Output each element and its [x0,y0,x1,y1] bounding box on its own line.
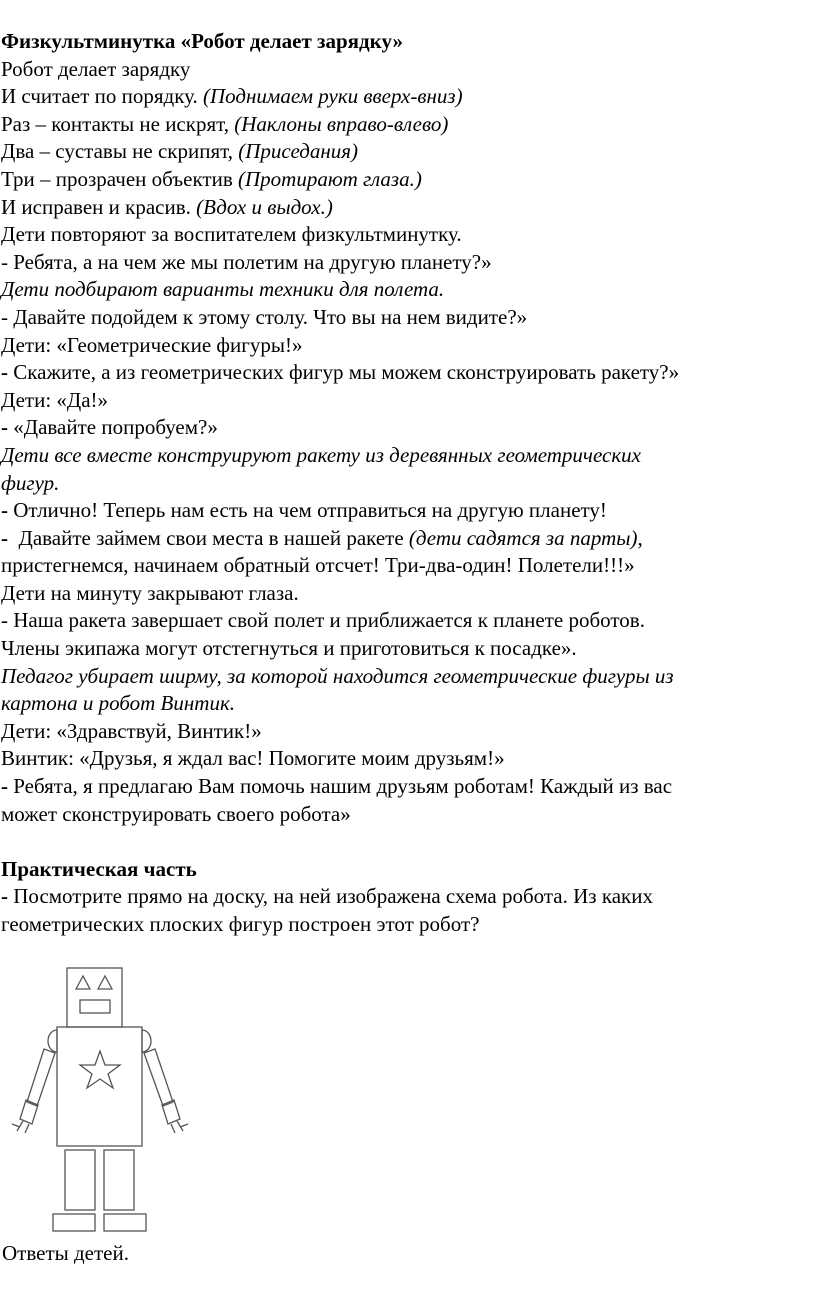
dialog-line: Дети повторяют за воспитателем физкультминутку. [1,222,462,247]
robot-shoulder-right [142,1030,151,1052]
dash: - [1,498,8,523]
robot-scheme [0,964,220,1240]
question-line: геометрических плоских фигур построен этот робот? [1,912,480,936]
verse-note: (Поднимаем руки вверх-вниз) [203,84,463,109]
verse-line-4 [0,138,812,166]
robot-body [57,1027,142,1146]
document-title: Физкультминутка «Робот делает зарядку» [1,29,403,53]
robot-hand-left [20,1100,38,1124]
dialog-line: - Ребята, а на чем же мы полетим на другую планету?» [1,249,492,274]
dialog-text: Ребята, я предлагаю Вам помочь нашим друзьям роботам! Каждый из вас [8,774,673,799]
robot-drawing [0,964,220,1240]
robot-finger [171,1124,175,1133]
stage-direction: Педагог убирает ширму, за которой находится геометрические фигуры из [1,663,674,688]
dash: - [1,415,8,440]
answers-text: Ответы детей. [2,1241,129,1265]
verse-line-3 [0,111,812,139]
dialog-text: Отлично! Теперь нам есть на чем отправиться на другую планету! [8,498,607,523]
dialog-line: может сконструировать своего робота» [1,801,351,826]
dialog-text: , [637,525,643,550]
robot-head [67,968,122,1027]
dialog-line: Винтик: «Друзья, я ждал вас! Помогите моим друзьям!» [1,746,505,771]
verse-text: Три – прозрачен объектив [1,166,238,191]
dash: - [1,360,8,385]
dialog-text: Давайте займем свои места в нашей ракете [8,525,409,550]
verse-line-1 [0,56,812,84]
verse-line-2 [0,83,812,111]
verse-note: (Вдох и выдох.) [196,194,333,219]
robot-arm-left [27,1049,55,1106]
stage-direction: фигур. [1,470,60,495]
dialog-line: Дети: «Да!» [1,387,109,412]
robot-mouth [80,1000,110,1013]
robot-leg-right [104,1150,134,1210]
robot-finger [25,1124,29,1133]
dialog-line [0,359,812,387]
verse-line-6 [0,194,812,222]
stage-direction: Дети подбирают варианты техники для полета. [1,277,445,302]
question-text: Посмотрите прямо на доску, на ней изображена схема робота. Из каких [8,884,653,909]
robot-leg-left [65,1150,95,1210]
robot-finger [180,1124,188,1127]
stage-direction: картона и робот Винтик. [1,691,236,716]
verse-note: (Наклоны вправо-влево) [234,111,449,136]
verse-note: (Протирают глаза.) [238,166,422,191]
robot-foot-left [53,1214,95,1231]
verse-text: Два – суставы не скрипят, [1,139,239,164]
dialog-line: Дети: «Здравствуй, Винтик!» [1,718,262,743]
robot-shoulder-left [48,1030,57,1052]
verse-line-5 [0,166,812,194]
robot-foot-right [104,1214,146,1231]
blank-line [0,828,812,856]
robot-finger [12,1124,20,1127]
robot-arm-right [144,1049,173,1106]
dialog-line: Дети на минуту закрывают глаза. [1,580,299,605]
stage-note: (дети садятся за парты) [408,525,638,550]
dialog-line: Дети: «Геометрические фигуры!» [1,332,303,357]
dialog-text: Скажите, а из геометрических фигур мы можем сконструировать ракету?» [8,360,680,385]
dash: - [1,774,8,799]
verse-text: Робот делает зарядку [1,56,191,81]
verse-text: Раз – контакты не искрят, [1,111,235,136]
dialog-line [0,414,812,442]
dialog-line [0,497,812,525]
dialog-line: Члены экипажа могут отстегнуться и приготовиться к посадке». [1,636,577,661]
robot-eye-left [76,976,90,989]
dialog-line: - Наша ракета завершает свой полет и приближается к планете роботов. [1,608,645,633]
dialog-line [0,773,812,801]
verse-text: И исправен и красив. [1,194,197,219]
dash: - [1,884,8,909]
dialog-text: «Давайте попробуем?» [8,415,218,440]
dialog-line [0,525,812,553]
robot-hand-right [162,1100,180,1124]
question-line [0,883,812,911]
dialog-line: пристегнемся, начинаем обратный отсчет! Три-два-один! Полетели!!!» [1,553,635,578]
dialog-line: - Давайте подойдем к этому столу. Что вы на нем видите?» [1,304,528,329]
section-heading: Практическая часть [1,856,197,881]
robot-star [80,1051,120,1088]
verse-text: И считает по порядку. [1,84,203,109]
dash: - [1,525,8,550]
stage-direction: Дети все вместе конструируют ракету из деревянных геометрических [1,442,641,467]
document-page [0,28,812,939]
verse-note: (Приседания) [238,139,359,164]
robot-eye-right [98,976,112,989]
